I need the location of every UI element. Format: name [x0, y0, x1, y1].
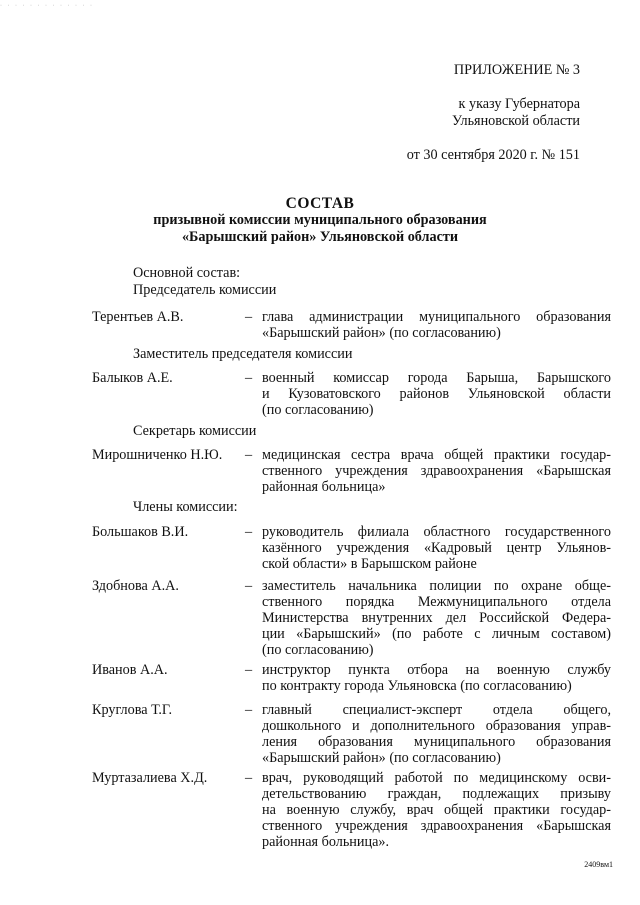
position-line: ственного учреждения здравоохранения «Барышская: [262, 463, 611, 479]
position-line: медицинская сестра врача общей практики государ-: [262, 447, 611, 463]
member-position: [262, 702, 611, 766]
position-line: врач, руководящий работой по медицинскому осви-: [262, 770, 611, 786]
member-name: Балыков А.Е.: [92, 370, 173, 386]
section-chairman: Председатель комиссии: [133, 282, 277, 298]
member-name: Муртазалиева Х.Д.: [92, 770, 208, 786]
member-dash: –: [245, 702, 253, 718]
position-line: ской области» в Барышском районе: [262, 556, 477, 572]
position-line: дошкольного и дополнительного образования управ-: [262, 718, 611, 734]
member-dash: –: [245, 447, 253, 463]
member-dash: –: [245, 770, 253, 786]
section-deputy: Заместитель председателя комиссии: [133, 346, 353, 362]
position-line: «Барышский район» (по согласованию): [262, 325, 501, 341]
member-position: [262, 578, 611, 658]
member-name: Мирошниченко Н.Ю.: [92, 447, 223, 463]
position-line: ления образования муниципального образования: [262, 734, 611, 750]
appendix-number: ПРИЛОЖЕНИЕ № 3: [453, 62, 580, 78]
position-line: ственного учреждения здравоохранения «Барышская: [262, 818, 611, 834]
position-line: заместитель начальника полиции по охране обще-: [262, 578, 611, 594]
position-line: главный специалист-эксперт отдела общего,: [262, 702, 611, 718]
decree-reference-line1: к указу Губернатора: [458, 96, 580, 112]
member-dash: –: [245, 370, 253, 386]
member-name: Здобнова А.А.: [92, 578, 179, 594]
member-position: [262, 309, 611, 341]
position-line: детельствованию граждан, подлежащих призыву: [262, 786, 611, 802]
member-position: [262, 662, 611, 694]
member-name: Большаков В.И.: [92, 524, 189, 540]
position-line: казённого учреждения «Кадровый центр Ульянов-: [262, 540, 611, 556]
position-line: ции «Барышский» (по работе с личным составом): [262, 626, 611, 642]
document-title: СОСТАВ: [285, 195, 355, 212]
position-line: ственного порядка Межмуниципального отдела: [262, 594, 611, 610]
position-line: «Барышский район» (по согласованию): [262, 750, 501, 766]
position-line: на военную службу, врач общей практики государ-: [262, 802, 611, 818]
member-position: [262, 370, 611, 418]
position-line: по контракту города Ульяновска (по согласованию): [262, 678, 572, 694]
decree-date: от 30 сентября 2020 г. № 151: [406, 147, 580, 163]
section-members: Члены комиссии:: [133, 499, 238, 515]
member-dash: –: [245, 524, 253, 540]
member-name: Иванов А.А.: [92, 662, 168, 678]
position-line: глава администрации муниципального образования: [262, 309, 611, 325]
section-secretary: Секретарь комиссии: [133, 423, 257, 439]
position-line: районная больница».: [262, 834, 390, 850]
member-name: Терентьев А.В.: [92, 309, 184, 325]
member-position: [262, 524, 611, 572]
document-subtitle-line1: призывной комиссии муниципального образования: [153, 212, 487, 228]
member-dash: –: [245, 309, 253, 325]
decree-reference-line2: Ульяновской области: [452, 113, 580, 129]
scan-artifact-marks: · · · · · · · · · · · · ·: [0, 3, 94, 9]
member-dash: –: [245, 578, 253, 594]
member-position: [262, 447, 611, 495]
document-code: 2409вм1: [584, 860, 613, 869]
position-line: (по согласованию): [262, 642, 374, 658]
section-main-composition: Основной состав:: [133, 265, 241, 281]
position-line: районная больница»: [262, 479, 386, 495]
position-line: руководитель филиала областного государственного: [262, 524, 611, 540]
member-position: [262, 770, 611, 850]
position-line: военный комиссар города Барыша, Барышского: [262, 370, 611, 386]
member-name: Круглова Т.Г.: [92, 702, 173, 718]
position-line: Министерства внутренних дел Российской Федера-: [262, 610, 611, 626]
position-line: инструктор пункта отбора на военную службу: [262, 662, 611, 678]
position-line: (по согласованию): [262, 402, 374, 418]
member-dash: –: [245, 662, 253, 678]
position-line: и Кузоватовского районов Ульяновской области: [262, 386, 611, 402]
document-subtitle-line2: «Барышский район» Ульяновской области: [181, 229, 459, 245]
